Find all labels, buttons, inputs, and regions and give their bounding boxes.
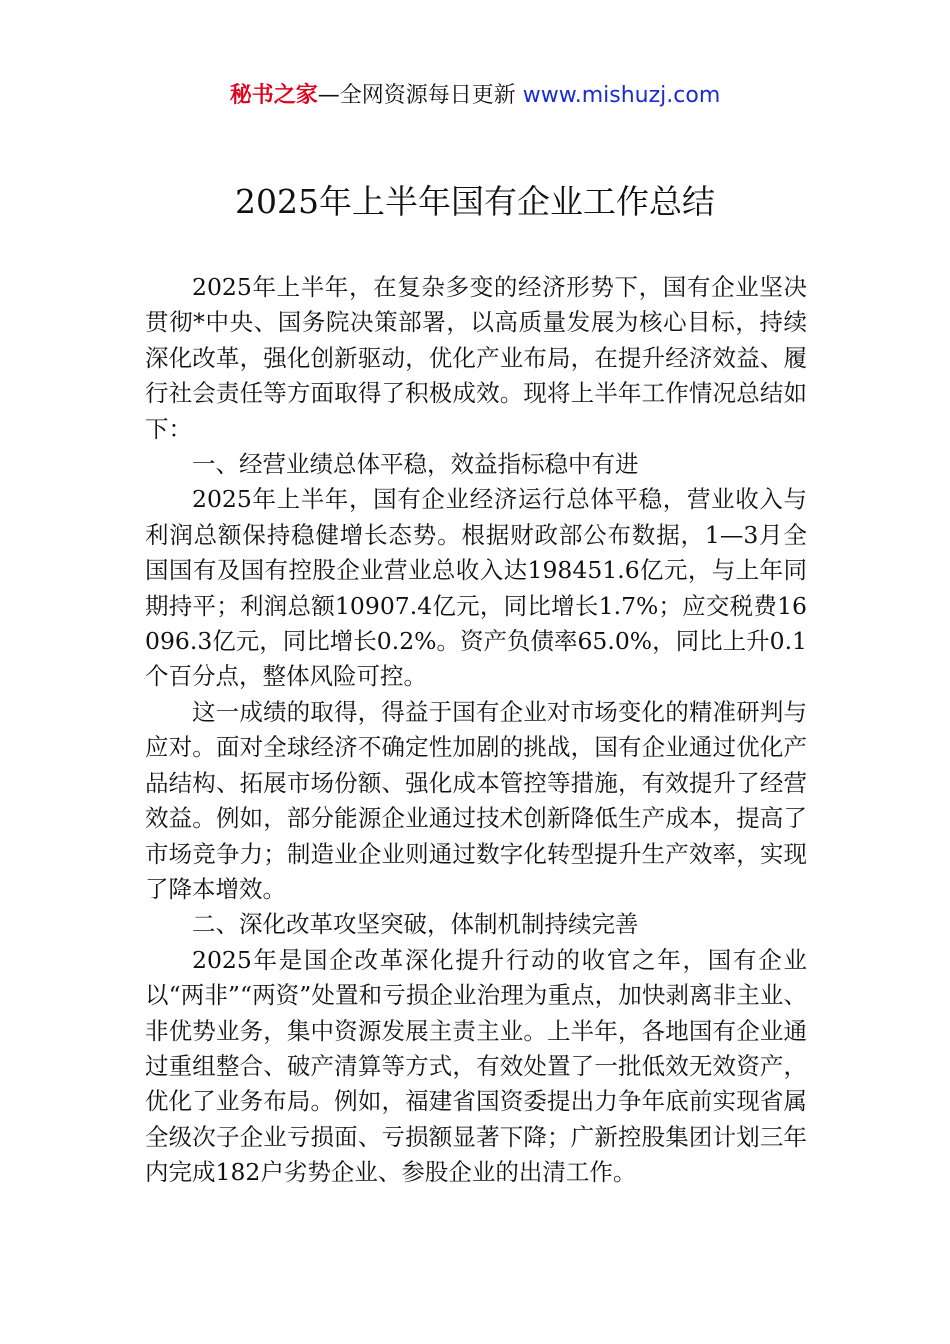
paragraph-reform: 2025年是国企改革深化提升行动的收官之年，国有企业以“两非”“两资”处置和亏损企业治理为重点，加快剥离非主业、非优势业务，集中资源发展主责主业。上半年，各地国有企业通过重组整合、破产清算等方式，有效处置了一批低效无效资产，优化了业务布局。例如，福建省国资委提出力争年底前实现省属全级次子企业亏损面、亏损额显著下降；广新控股集团计划三年内完成182户劣势企业、参股企业的出清工作。 [145, 945, 807, 1187]
site-url-link[interactable]: www.mishuzj.com [522, 83, 721, 108]
document-body [145, 270, 807, 1191]
paragraph-intro: 2025年上半年，在复杂多变的经济形势下，国有企业坚决贯彻*中央、国务院决策部署，以高质量发展为核心目标，持续深化改革，强化创新驱动，优化产业布局，在提升经济效益、履行社会责任等方面取得了积极成效。现将上半年工作情况总结如下： [145, 273, 807, 443]
site-tagline: —全网资源每日更新 [317, 83, 523, 108]
paragraph-performance-analysis: 这一成绩的取得，得益于国有企业对市场变化的精准研判与应对。面对全球经济不确定性加剧的挑战，国有企业通过优化产品结构、拓展市场份额、强化成本管控等措施，有效提升了经营效益。例如，部分能源企业通过技术创新降低生产成本，提高了市场竞争力；制造业企业则通过数字化转型提升生产效率，实现了降本增效。 [145, 697, 807, 903]
document-title: 2025年上半年国有企业工作总结 [235, 182, 715, 221]
site-brand: 秘书之家 [229, 83, 318, 108]
section-heading-1: 一、经营业绩总体平稳，效益指标稳中有进 [192, 450, 639, 479]
paragraph-performance-data: 2025年上半年，国有企业经济运行总体平稳，营业收入与利润总额保持稳健增长态势。根据财政部公布数据，1—3月全国国有及国有控股企业营业总收入达198451.6亿元，与上年同期持平；利润总额10907.4亿元，同比增长1.7%；应交税费16096.3亿元，同比增长0.2%。资产负债率65.0%，同比上升0.1个百分点，整体风险可控。 [145, 485, 808, 691]
site-header [0, 80, 950, 112]
section-heading-2: 二、深化改革攻坚突破，体制机制持续完善 [192, 910, 639, 939]
